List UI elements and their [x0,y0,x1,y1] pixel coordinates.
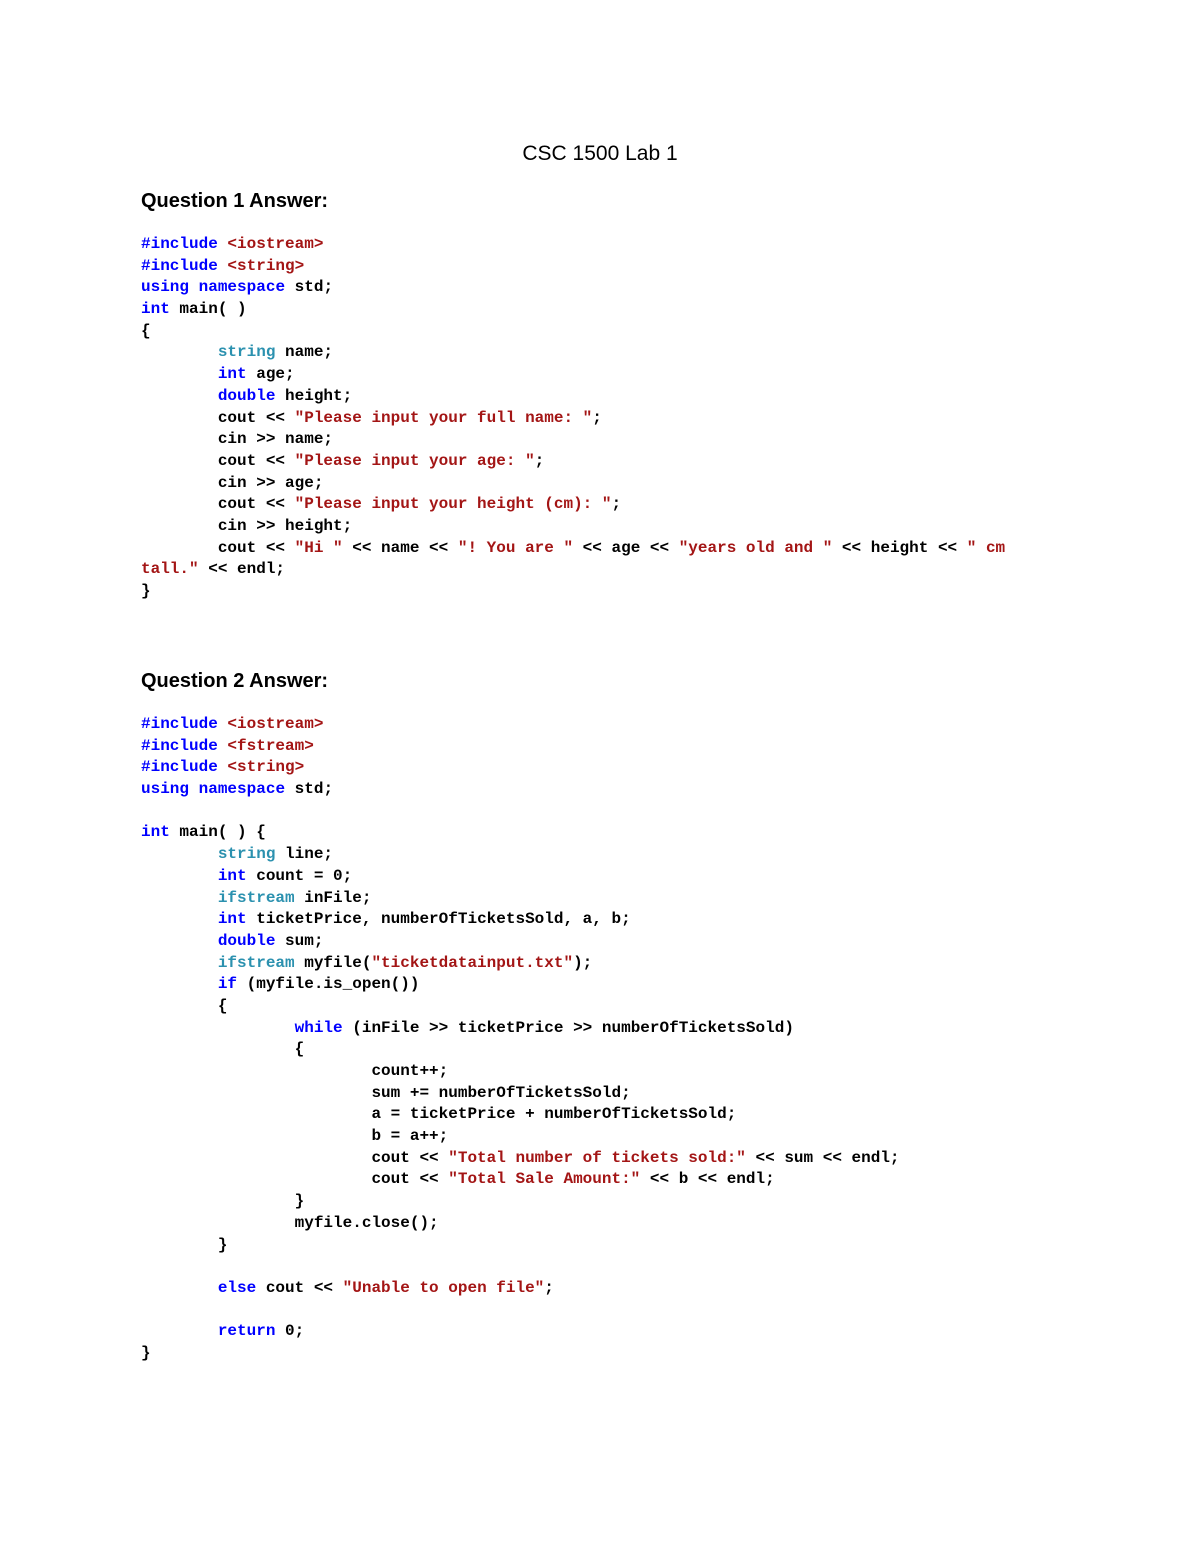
code-token: { [141,996,228,1015]
code-line [141,822,900,844]
code-token: using [141,780,190,799]
question-2-heading: Question 2 Answer: [141,670,329,692]
code-token: cin >> height; [141,516,353,535]
code-line [141,538,1005,560]
code-token: cin >> name; [141,430,334,449]
code-token: while [294,1018,343,1037]
code-token [141,365,218,383]
code-token: 0; [275,1322,305,1341]
code-token [141,954,218,972]
code-token: using [141,278,190,297]
code-line [141,299,1005,321]
code-line [141,364,1005,386]
code-token: #include [141,715,228,733]
code-token [141,932,218,950]
code-line [141,559,1005,581]
code-token: <iostream> [227,715,324,733]
code-line [141,1321,900,1343]
code-token: sum += numberOfTicketsSold; [141,1083,631,1102]
code-token: <string> [227,256,305,275]
code-line [141,429,1005,451]
code-line [141,516,1005,538]
code-line [141,342,1005,364]
code-line [141,736,900,758]
code-token: <iostream> [227,235,324,253]
question-1-heading: Question 1 Answer: [141,190,329,212]
code-token: int [217,365,247,384]
code-line [141,234,1005,256]
code-token: { [141,1040,305,1059]
code-token: cout << [256,1278,343,1297]
code-token [141,1322,218,1340]
code-token: ifstream [217,888,295,907]
code-line [141,1169,900,1191]
code-token [141,1279,218,1297]
code-token: " cm [966,538,1006,557]
code-token: int [141,300,170,319]
code-token: << b << endl; [640,1170,775,1189]
code-token: if [217,975,238,994]
code-token [141,343,218,361]
code-line [141,931,900,953]
code-token: "Total number of tickets sold:" [448,1148,746,1167]
code-line [141,473,1005,495]
code-line [141,581,1005,603]
code-token: ; [544,1278,554,1297]
code-token: ifstream [217,953,295,972]
code-line [141,888,900,910]
code-token: string [217,343,276,362]
code-token: int [141,823,170,842]
code-token: ; [534,451,545,470]
code-token: int [217,910,247,929]
code-token: double [217,931,276,950]
code-line [141,494,1005,516]
code-token: << height << [832,538,967,557]
code-token [141,975,218,993]
code-token: return [217,1322,276,1341]
code-line [141,844,900,866]
code-line [141,321,1005,343]
question-2-code-block [141,714,900,1365]
code-token: "ticketdatainput.txt" [371,953,574,972]
code-token [141,387,218,405]
code-token: cout << [141,408,295,427]
code-line [141,386,1005,408]
code-line [141,1126,900,1148]
code-token: } [141,582,151,600]
code-token: <string> [227,758,305,777]
code-token: << age << [573,538,679,557]
code-line [141,974,900,996]
code-line [141,1018,900,1040]
code-line [141,953,900,975]
code-token: name; [275,343,334,362]
code-token: cout << [141,451,295,470]
code-line [141,1213,900,1235]
code-line [141,1256,900,1278]
code-line [141,866,900,888]
code-token: myfile( [294,953,372,972]
code-token: namespace [198,780,286,799]
code-line [141,1235,900,1257]
code-token: "years old and " [678,538,833,557]
code-token: <fstream> [227,736,314,755]
code-token: #include [141,256,228,275]
code-token: b = a++; [141,1127,449,1146]
code-token: sum; [275,931,324,950]
code-token: main( ) { [169,823,266,842]
code-token: cout << [141,1170,449,1189]
code-token: tall." [141,560,199,579]
code-token: "Hi " [294,538,343,557]
code-line [141,277,1005,299]
code-token: height; [275,386,353,405]
code-token: a = ticketPrice + numberOfTicketsSold; [141,1105,737,1124]
code-token: myfile.close(); [141,1213,439,1232]
code-token: inFile; [294,888,372,907]
code-line [141,714,900,736]
code-token: "Total Sale Amount:" [448,1170,641,1189]
code-token: cout << [141,1148,449,1167]
code-line [141,1061,900,1083]
code-token: ; [611,495,622,514]
question-1-code-block [141,234,1005,603]
code-token: cin >> age; [141,473,324,492]
code-line [141,1104,900,1126]
code-token: (myfile.is_open()) [237,975,420,994]
code-token: else [217,1278,257,1297]
code-line [141,1148,900,1170]
code-token: ; [592,408,602,427]
code-token [189,278,199,296]
code-token: std; [285,278,334,297]
code-line [141,408,1005,430]
code-token: line; [275,845,334,864]
code-token [189,780,199,798]
code-line [141,909,900,931]
code-token: namespace [198,278,286,297]
code-token: "Please input your age: " [294,451,535,470]
code-line [141,779,900,801]
code-token: double [217,386,276,405]
code-token: count++; [141,1062,449,1080]
code-line [141,1191,900,1213]
code-token: { [141,321,151,340]
code-token: "Please input your height (cm): " [294,495,612,514]
code-line [141,256,1005,278]
code-token: (inFile >> ticketPrice >> numberOfTicketsSold) [342,1018,794,1037]
code-token [141,889,218,907]
code-line [141,451,1005,473]
code-token: main( ) [169,300,247,319]
code-token: std; [285,780,334,799]
code-token: #include [141,235,228,253]
code-token: "! You are " [457,538,574,557]
code-token: #include [141,736,228,755]
code-line [141,1343,900,1365]
code-token: "Please input your full name: " [294,408,593,427]
code-token: } [141,1192,305,1211]
code-token [141,1019,295,1037]
code-line [141,1083,900,1105]
code-token: << endl; [198,560,286,579]
code-token: age; [246,365,295,384]
code-token [141,845,218,863]
code-token: #include [141,758,228,777]
code-line [141,801,900,823]
code-token: } [141,1343,151,1362]
code-token: << name << [342,538,458,557]
code-token: cout << [141,538,295,557]
code-token: int [217,866,247,885]
code-token [141,867,218,885]
code-line [141,757,900,779]
code-token [141,910,218,928]
code-token: "Unable to open file" [342,1278,545,1297]
code-token: cout << [141,495,295,514]
code-token: string [217,845,276,864]
code-line [141,1278,900,1300]
code-token: count = 0; [246,866,353,885]
code-line [141,1039,900,1061]
page-title: CSC 1500 Lab 1 [522,142,678,165]
code-line [141,1300,900,1322]
code-token: << sum << endl; [745,1148,900,1167]
code-token: ticketPrice, numberOfTicketsSold, a, b; [246,910,631,929]
code-token: } [141,1235,228,1254]
code-token: ); [573,953,593,972]
code-line [141,996,900,1018]
